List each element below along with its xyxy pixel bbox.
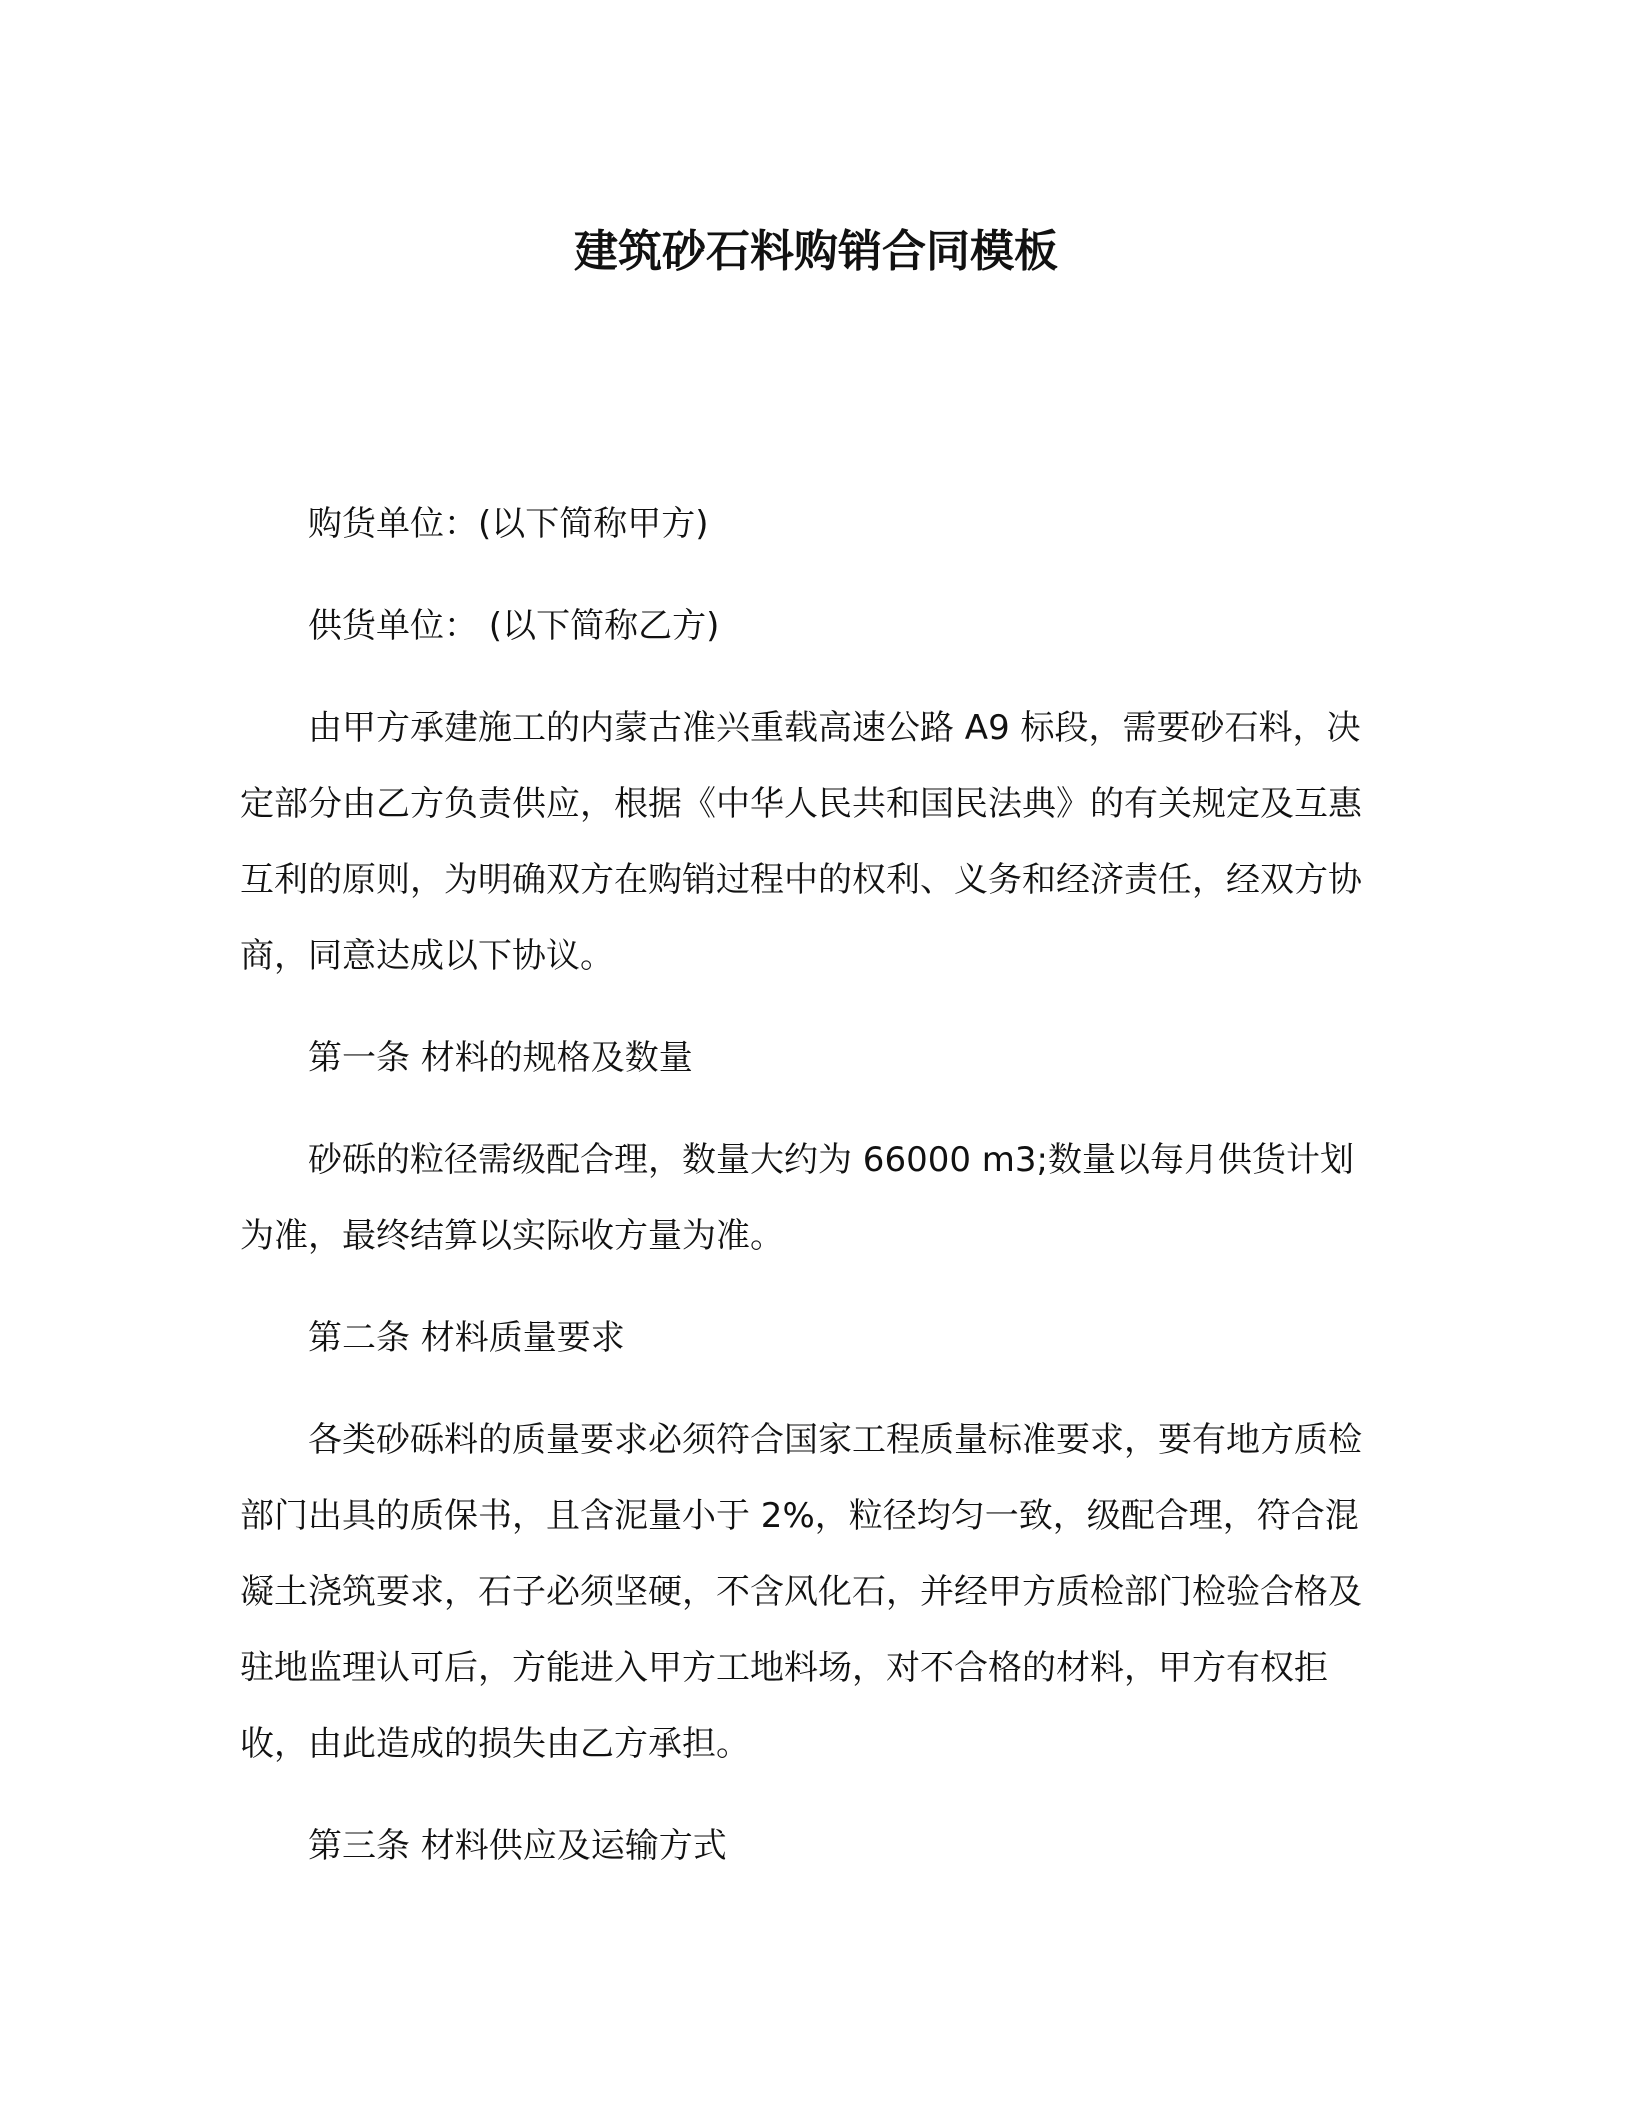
contract-body <box>240 486 1386 1884</box>
supplier-line: 供货单位： (以下简称乙方) <box>308 606 720 646</box>
preamble-paragraph: 由甲方承建施工的内蒙古准兴重载高速公路 A9 标段，需要砂石料，决定部分由乙方负责供应，根据《中华人民共和国民法典》的有关规定及互惠互利的原则，为明确双方在购销过程中的权利、义务和经济责任，经双方协商，同意达成以下协议。 <box>240 708 1362 976</box>
article2-body: 各类砂砾料的质量要求必须符合国家工程质量标准要求，要有地方质检部门出具的质保书，且含泥量小于 2%，粒径均匀一致，级配合理，符合混凝土浇筑要求，石子必须坚硬，不含风化石，并经甲方质检部门检验合格及驻地监理认可后，方能进入甲方工地料场，对不合格的材料，甲方有权拒收，由此造成的损失由乙方承担。 <box>240 1420 1362 1764</box>
article3-heading: 第三条 材料供应及运输方式 <box>308 1826 727 1866</box>
article2-heading: 第二条 材料质量要求 <box>308 1318 625 1358</box>
article1-body: 砂砾的粒径需级配合理，数量大约为 66000 m3;数量以每月供货计划为准，最终结算以实际收方量为准。 <box>240 1140 1354 1256</box>
article1-heading: 第一条 材料的规格及数量 <box>308 1038 693 1078</box>
document-title: 建筑砂石料购销合同模板 <box>574 226 1058 277</box>
buyer-line: 购货单位：(以下简称甲方) <box>308 504 709 544</box>
